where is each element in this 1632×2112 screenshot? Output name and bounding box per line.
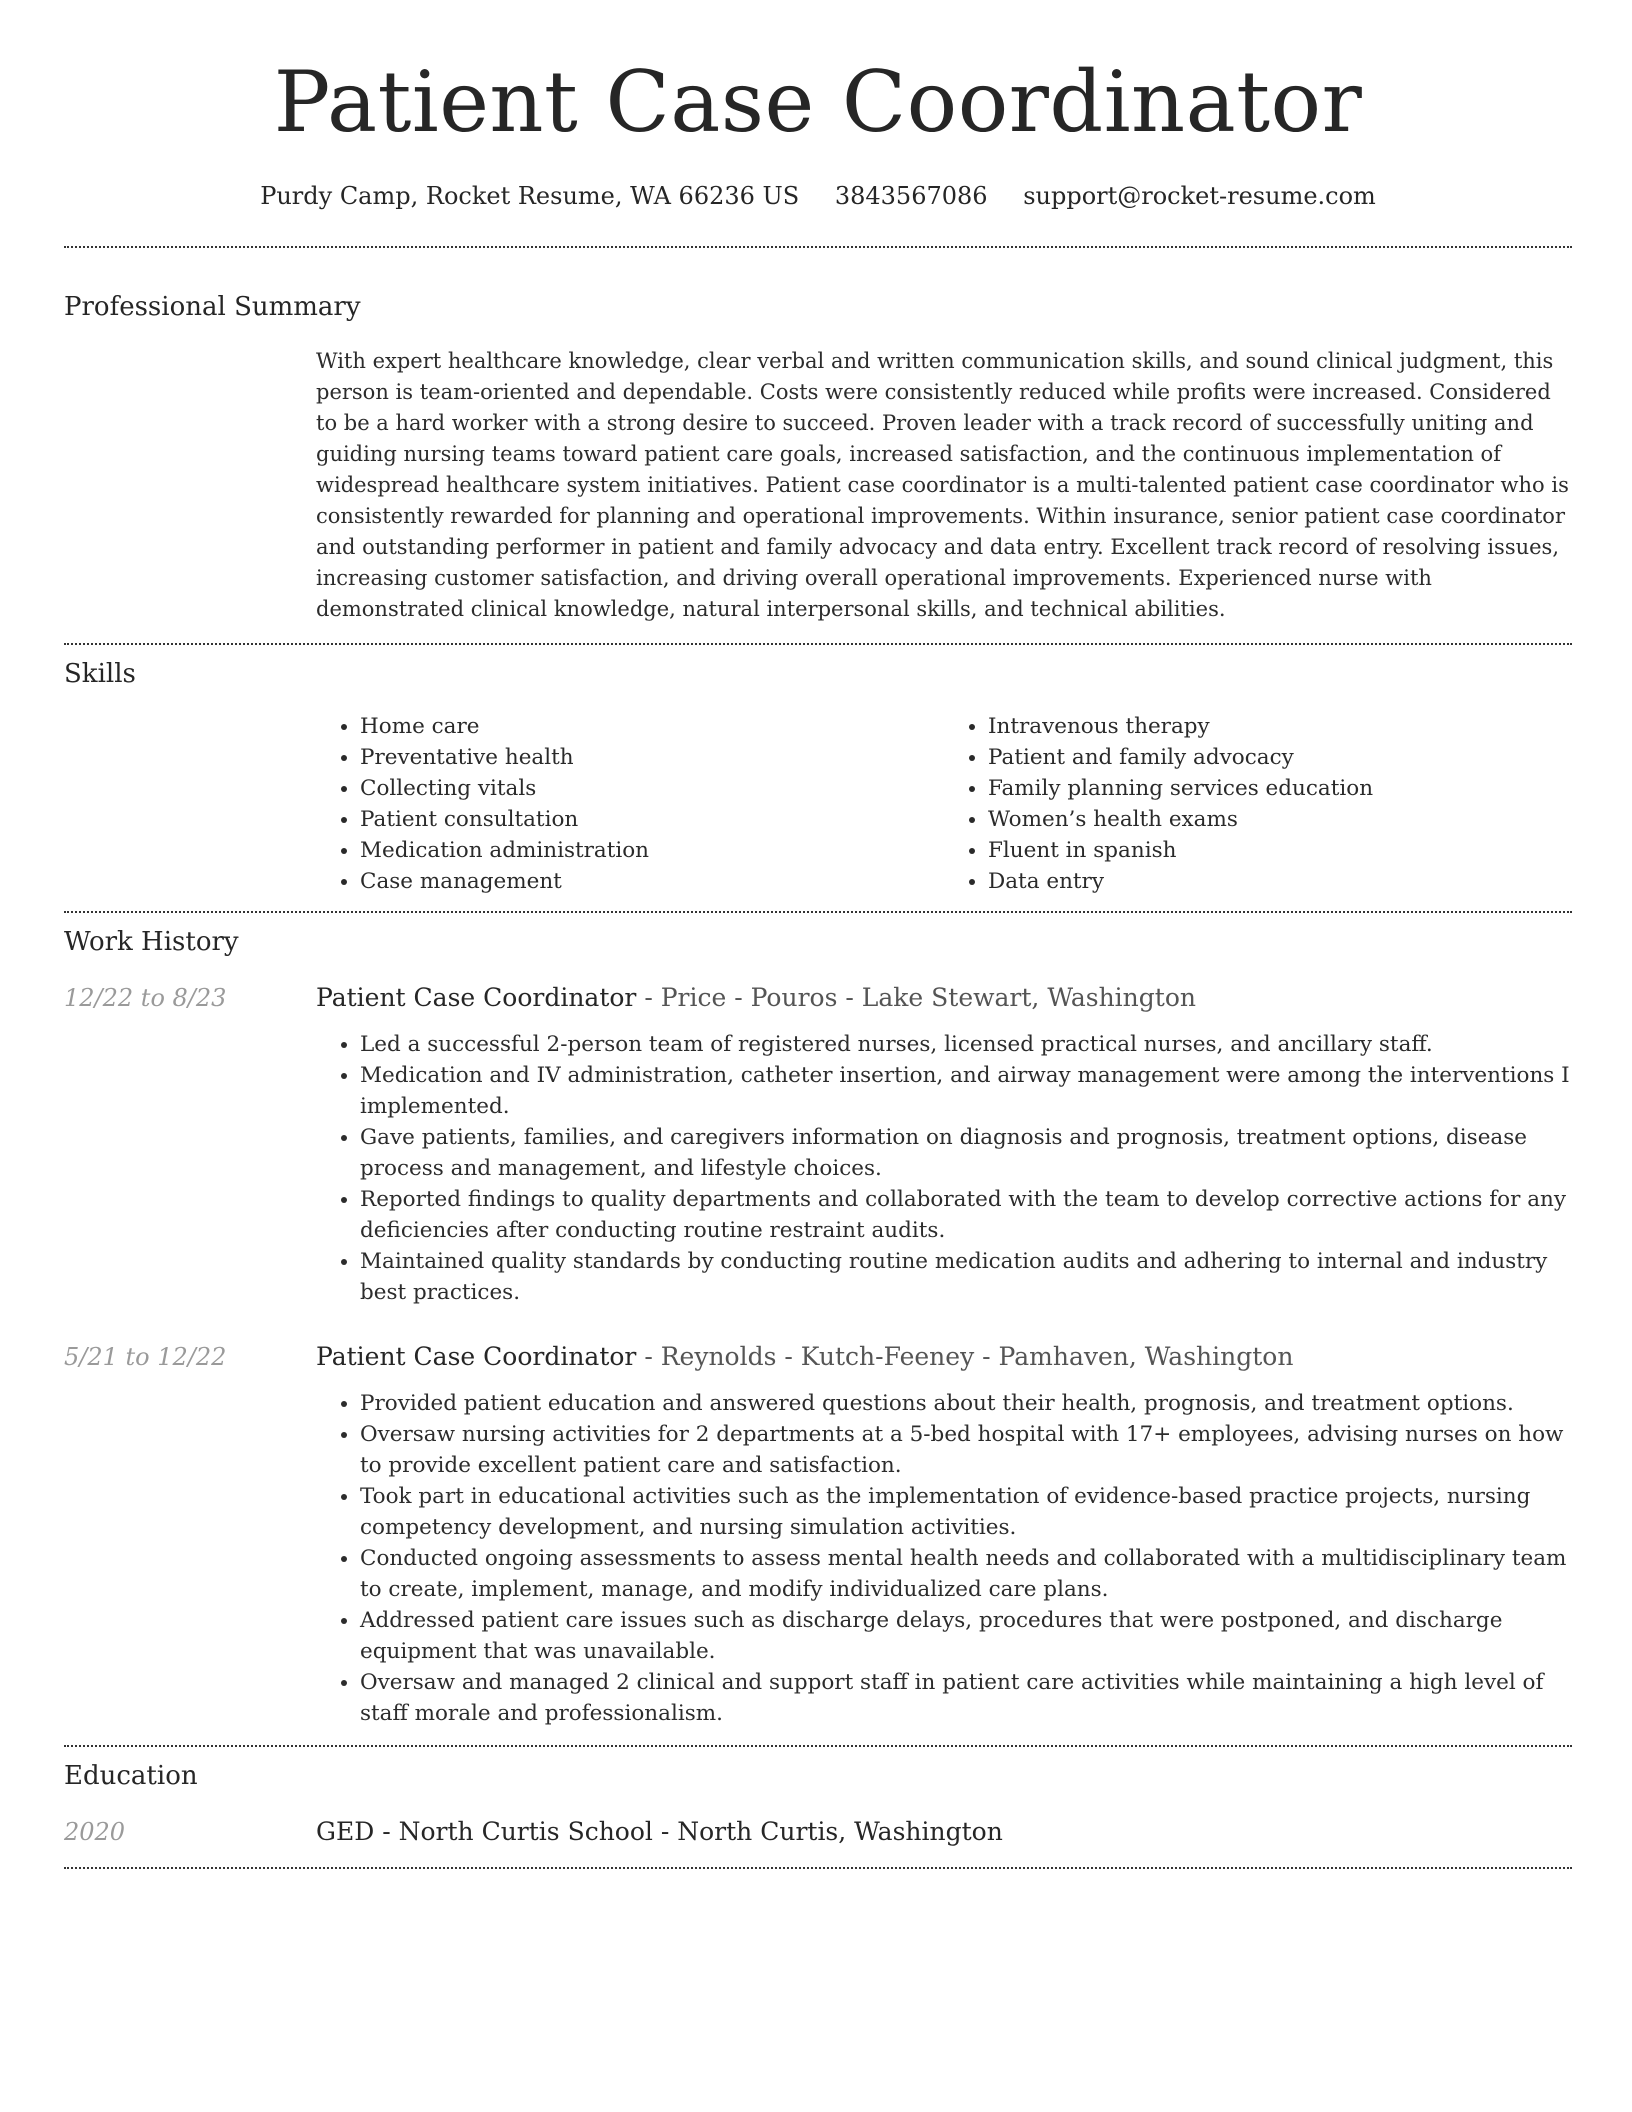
education-detail: GED - North Curtis School - North Curtis, Washington [316, 1817, 1003, 1846]
job-title-line [316, 1340, 1572, 1374]
skill-item: • Preventative health [360, 742, 944, 773]
skill-item: • Data entry [988, 866, 1572, 897]
job-company: - Price - Pouros - Lake Stewart, Washington [636, 983, 1196, 1012]
job-company: - Reynolds - Kutch-Feeney - Pamhaven, Washington [636, 1342, 1294, 1371]
education-entry [64, 1815, 1572, 1849]
job-dates: 12/22 to 8/23 [64, 984, 227, 1012]
skill-item: • Intravenous therapy [988, 711, 1572, 742]
skill-item: • Patient and family advocacy [988, 742, 1572, 773]
job-position: Patient Case Coordinator [316, 983, 637, 1012]
skill-item: • Fluent in spanish [988, 835, 1572, 866]
divider [64, 643, 1572, 645]
skill-item: • Home care [360, 711, 944, 742]
job-bullet: • Reported findings to quality departments and collaborated with the team to develop corrective actions for any deficiencies after conducting routine restraint audits. [360, 1184, 1572, 1246]
skill-item: • Patient consultation [360, 804, 944, 835]
contact-address: Purdy Camp, Rocket Resume, WA 66236 US [260, 182, 800, 210]
summary-text: With expert healthcare knowledge, clear verbal and written communication skills, and sound clinical judgment, this person is team-oriented and dependable. Costs were consistently reduced while profits were increased. Considered to be a hard worker with a strong desire to succeed. Proven leader with a track record of successfully uniting and guiding nursing teams toward patient care goals, increased satisfaction, and the continuous implementation of widespread healthcare system initiatives. Patient case coordinator is a multi-talented patient case coordinator who is consistently rewarded for planning and operational improvements. Within insurance, senior patient case coordinator and outstanding performer in patient and family advocacy and data entry. Excellent track record of resolving issues, increasing customer satisfaction, and driving overall operational improvements. Experienced nurse with demonstrated clinical knowledge, natural interpersonal skills, and technical abilities. [316, 349, 1569, 621]
job-bullet: • Maintained quality standards by conducting routine medication audits and adhering to internal and industry best practices. [360, 1246, 1572, 1308]
skill-item: • Medication administration [360, 835, 944, 866]
job-entry [64, 981, 1572, 1308]
skill-item: • Collecting vitals [360, 773, 944, 804]
divider [64, 911, 1572, 913]
divider [64, 246, 1572, 248]
work-section [64, 925, 1572, 1729]
resume-page [64, 0, 1572, 1869]
job-bullet: • Addressed patient care issues such as discharge delays, procedures that were postponed, and discharge equipment that was unavailable. [360, 1605, 1572, 1667]
skills-list-right [944, 711, 1572, 897]
job-bullet: • Oversaw nursing activities for 2 departments at a 5-bed hospital with 17+ employees, advising nurses on how to provide excellent patient care and satisfaction. [360, 1419, 1572, 1481]
summary-section [64, 290, 1572, 625]
job-bullet: • Took part in educational activities such as the implementation of evidence-based practice projects, nursing competency development, and nursing simulation activities. [360, 1481, 1572, 1543]
contact-email: support@rocket-resume.com [1023, 182, 1376, 210]
job-bullet: • Oversaw and managed 2 clinical and support staff in patient care activities while maintaining a high level of staff morale and professionalism. [360, 1667, 1572, 1729]
job-bullet: • Conducted ongoing assessments to assess mental health needs and collaborated with a multidisciplinary team to create, implement, manage, and modify individualized care plans. [360, 1543, 1572, 1605]
work-heading: Work History [64, 927, 239, 957]
skills-section [64, 657, 1572, 897]
job-title-line [316, 981, 1572, 1015]
education-heading: Education [64, 1761, 198, 1791]
candidate-name: Patient Case Coordinator [273, 53, 1363, 151]
job-position: Patient Case Coordinator [316, 1342, 637, 1371]
education-section [64, 1759, 1572, 1849]
divider [64, 1867, 1572, 1869]
job-bullet: • Provided patient education and answered questions about their health, prognosis, and treatment options. [360, 1388, 1572, 1419]
skills-list-left [316, 711, 944, 897]
job-bullets [316, 1029, 1572, 1308]
summary-heading: Professional Summary [64, 292, 361, 322]
job-bullet: • Medication and IV administration, catheter insertion, and airway management were among the interventions I implemented. [360, 1060, 1572, 1122]
contact-phone: 3843567086 [834, 182, 988, 210]
job-bullets [316, 1388, 1572, 1729]
skill-item: • Case management [360, 866, 944, 897]
divider [64, 1745, 1572, 1747]
job-entry [64, 1340, 1572, 1729]
job-dates: 5/21 to 12/22 [64, 1343, 227, 1371]
skills-heading: Skills [64, 659, 136, 689]
job-bullet: • Gave patients, families, and caregivers information on diagnosis and prognosis, treatment options, disease process and management, and lifestyle choices. [360, 1122, 1572, 1184]
education-year: 2020 [64, 1818, 126, 1846]
contact-line [64, 180, 1572, 212]
skills-grid [316, 711, 1572, 897]
job-bullet: • Led a successful 2-person team of registered nurses, licensed practical nurses, and ancillary staff. [360, 1029, 1572, 1060]
skill-item: • Women’s health exams [988, 804, 1572, 835]
skill-item: • Family planning services education [988, 773, 1572, 804]
